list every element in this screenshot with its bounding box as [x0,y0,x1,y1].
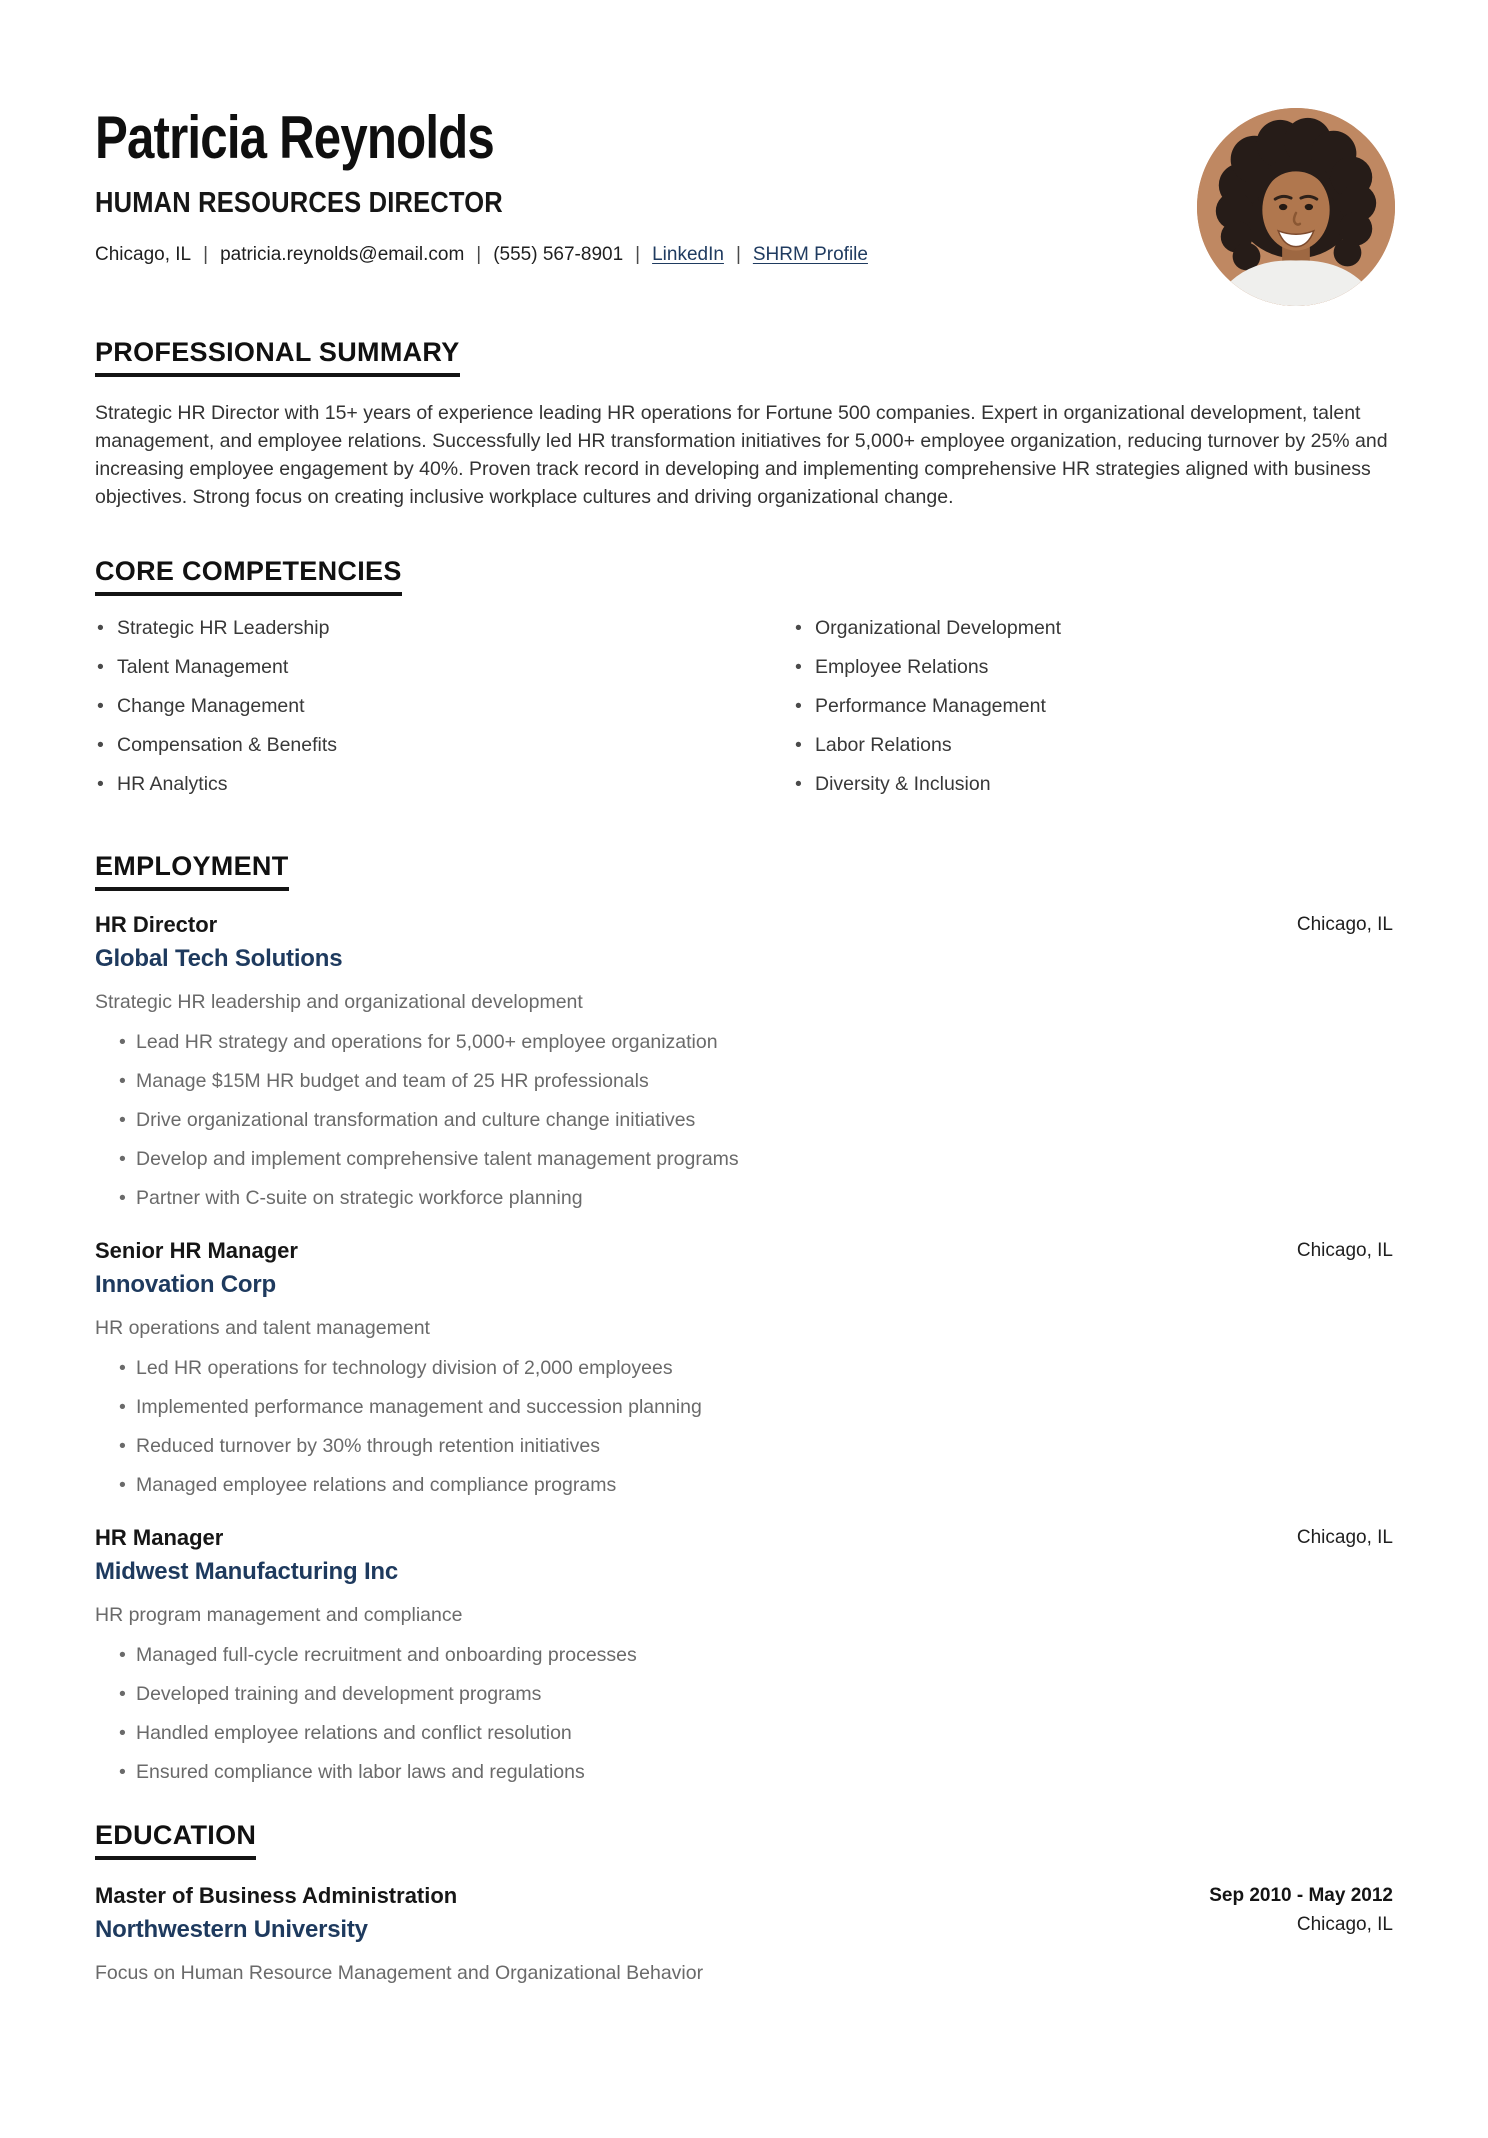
education-right [1209,1882,1393,1939]
profile-photo [1197,108,1395,306]
contact-bar [95,242,1393,268]
job-title: HR Manager [95,1525,224,1550]
contact-location: Chicago, IL [95,244,192,265]
job-location: Chicago, IL [1296,914,1393,935]
section-heading-summary: PROFESSIONAL SUMMARY [95,336,460,377]
education-dates: Sep 2010 - May 2012 [1209,1885,1393,1906]
job-bullet: • Partner with C-suite on strategic workforce planning [119,1185,1393,1211]
section-competencies [95,555,1393,810]
education-header [95,1882,1393,1944]
candidate-title: HUMAN RESOURCES DIRECTOR [95,187,503,219]
competency-item: • Strategic HR Leadership [95,615,793,641]
education-focus: Focus on Human Resource Management and Organizational Behavior [95,1962,704,1984]
job-bullet: • Manage $15M HR budget and team of 25 HR professionals [119,1068,1393,1094]
contact-separator: | [476,244,482,265]
degree-title: Master of Business Administration [95,1883,458,1908]
job-location: Chicago, IL [1296,1240,1393,1261]
section-education [95,1819,1393,1986]
job-header [95,1524,1393,1552]
job-location: Chicago, IL [1296,1527,1393,1548]
job-header [95,911,1393,939]
competency-item: • Organizational Development [793,615,1393,641]
job-bullet: • Managed employee relations and compliance programs [119,1472,1393,1498]
job-bullet: • Develop and implement comprehensive talent management programs [119,1146,1393,1172]
portrait-icon [1197,108,1395,306]
competency-item: • Talent Management [95,654,793,680]
contact-separator: | [203,244,209,265]
job-entry [95,1237,1393,1498]
job-title: HR Director [95,912,218,937]
job-description: HR operations and talent management [95,1317,430,1339]
competency-item: • Labor Relations [793,732,1393,758]
contact-email: patricia.reynolds@email.com [220,244,465,265]
job-company: Innovation Corp [95,1271,276,1298]
competency-item: • Compensation & Benefits [95,732,793,758]
job-bullet: • Implemented performance management and succession planning [119,1394,1393,1420]
job-bullet-list [119,1642,1393,1785]
section-heading-employment: EMPLOYMENT [95,850,289,891]
job-company: Global Tech Solutions [95,945,343,972]
competency-list-right [793,615,1393,810]
section-heading-education: EDUCATION [95,1819,256,1860]
job-bullet-list [119,1029,1393,1211]
job-company: Midwest Manufacturing Inc [95,1558,399,1585]
education-location: Chicago, IL [1296,1914,1393,1935]
job-title: Senior HR Manager [95,1238,298,1263]
job-description: Strategic HR leadership and organizational development [95,991,583,1013]
job-bullet: • Managed full-cycle recruitment and onboarding processes [119,1642,1393,1668]
job-header [95,1237,1393,1265]
job-entry [95,1524,1393,1785]
job-bullet: • Reduced turnover by 30% through retention initiatives [119,1433,1393,1459]
contact-separator: | [635,244,641,265]
competency-item: • HR Analytics [95,771,793,797]
section-heading-competencies: CORE COMPETENCIES [95,555,402,596]
linkedin-link[interactable]: LinkedIn [652,244,724,265]
competency-item: • Performance Management [793,693,1393,719]
job-entry [95,911,1393,1211]
job-bullet: • Developed training and development programs [119,1681,1393,1707]
summary-text: Strategic HR Director with 15+ years of experience leading HR operations for Fortune 500 companies. Expert in organizational development, talent management, and employee relations. Successfully led HR transformation initiatives for 5,000+ employee organization, reducing turnover by 25% and increasing employee engagement by 40%. Proven track record in developing and implementing comprehensive HR strategies aligned with business objectives. Strong focus on creating inclusive workplace cultures and driving organizational change. [95,402,1388,508]
competency-item: • Diversity & Inclusion [793,771,1393,797]
job-description: HR program management and compliance [95,1604,463,1626]
job-bullet: • Ensured compliance with labor laws and regulations [119,1759,1393,1785]
education-left [95,1882,457,1944]
school-name: Northwestern University [95,1916,368,1943]
contact-separator: | [735,244,741,265]
competency-item: • Change Management [95,693,793,719]
job-bullet-list [119,1355,1393,1498]
contact-phone: (555) 567-8901 [493,244,624,265]
job-bullet: • Lead HR strategy and operations for 5,000+ employee organization [119,1029,1393,1055]
section-summary [95,336,1393,511]
job-bullet: • Led HR operations for technology division of 2,000 employees [119,1355,1393,1381]
job-bullet: • Handled employee relations and conflict resolution [119,1720,1393,1746]
job-bullet: • Drive organizational transformation and culture change initiatives [119,1107,1393,1133]
section-employment [95,850,1393,1785]
candidate-name: Patricia Reynolds [95,104,494,171]
competency-item: • Employee Relations [793,654,1393,680]
competencies-columns [95,615,1393,810]
education-entry [95,1882,1393,1986]
shrm-profile-link[interactable]: SHRM Profile [752,244,868,265]
competency-list-left [95,615,793,810]
